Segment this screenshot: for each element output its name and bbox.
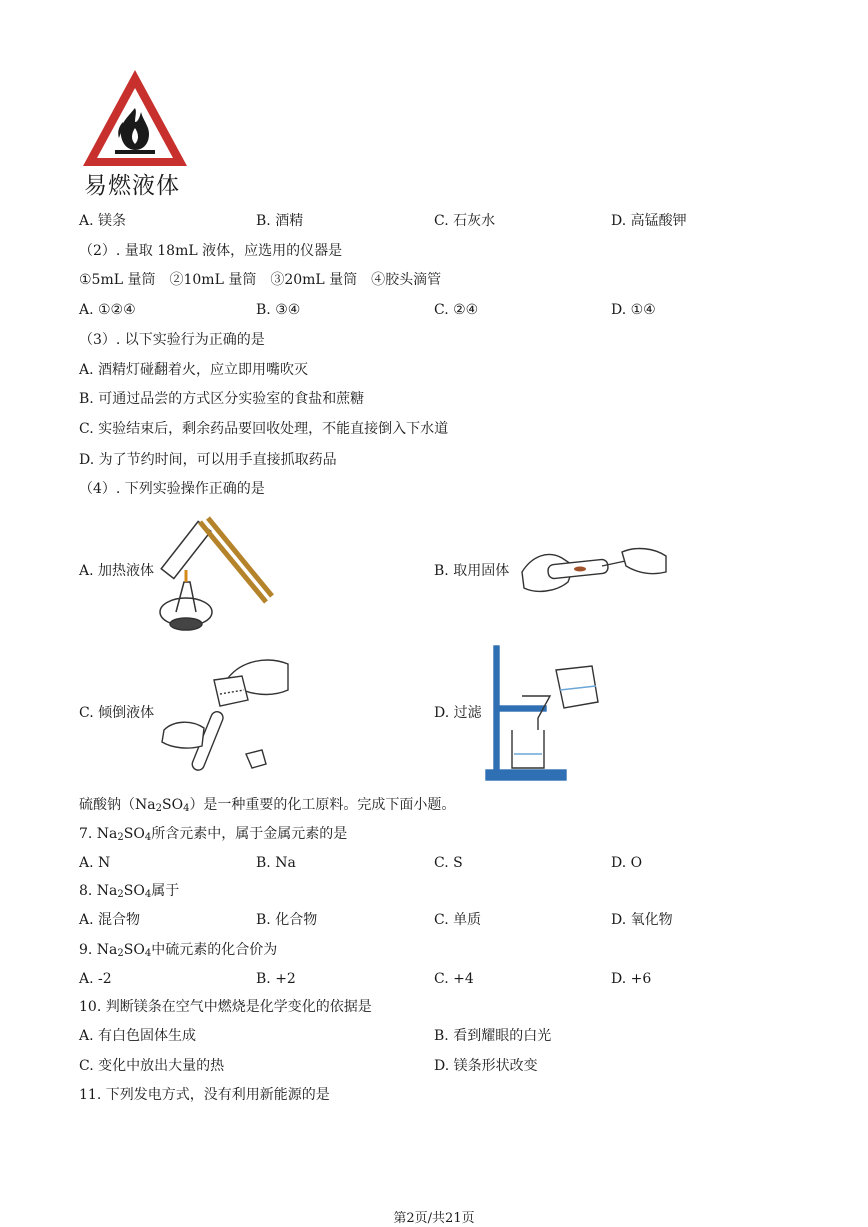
q9-stem	[79, 941, 277, 963]
q8-mid: SO	[123, 883, 145, 899]
q4-option-b: B. 取用固体	[434, 563, 510, 579]
q7-sub2: 4	[144, 832, 152, 843]
flammable-warning-sign	[79, 66, 191, 170]
q1-option-a: A. 镁条	[79, 213, 127, 229]
pouring-liquid-illustration	[158, 654, 292, 774]
q7-suffix: 所含元素中，属于金属元素的是	[151, 826, 348, 842]
q8-sub1: 2	[117, 889, 124, 900]
q4-option-a: A. 加热液体	[79, 563, 155, 579]
q8-suffix: 属于	[151, 883, 180, 899]
q8-option-d: D. 氧化物	[611, 912, 673, 928]
q10-stem: 10. 判断镁条在空气中燃烧是化学变化的依据是	[79, 999, 372, 1015]
q1-option-c: C. 石灰水	[434, 213, 496, 229]
q1-option-d: D. 高锰酸钾	[611, 213, 687, 229]
q7-option-d: D. O	[611, 855, 643, 871]
q3-stem: （3）. 以下实验行为正确的是	[79, 332, 265, 348]
q8-stem	[79, 882, 179, 904]
q2-option-d: D. ①④	[611, 302, 656, 318]
q9-sub1: 2	[117, 948, 124, 959]
q7-option-b: B. Na	[256, 855, 296, 871]
intro-mid: SO	[161, 797, 184, 813]
q7-sub1: 2	[117, 832, 124, 843]
intro-sub1: 2	[155, 803, 162, 814]
q2-items: ①5mL 量筒 ②10mL 量筒 ③20mL 量筒 ④胶头滴管	[79, 272, 442, 288]
page-number: 第2页/共21页	[393, 1211, 475, 1226]
filtration-illustration	[484, 642, 604, 784]
na2so4-intro	[79, 796, 455, 818]
q9-option-c: C. +4	[434, 971, 474, 987]
q11-stem: 11. 下列发电方式，没有利用新能源的是	[79, 1087, 330, 1103]
q7-prefix: 7. Na	[79, 826, 118, 842]
q7-option-a: A. N	[79, 855, 111, 871]
q10-option-b: B. 看到耀眼的白光	[434, 1028, 552, 1044]
q2-option-c: C. ②④	[434, 302, 479, 318]
q8-option-b: B. 化合物	[256, 912, 318, 928]
q3-option-b: B. 可通过品尝的方式区分实验室的食盐和蔗糖	[79, 391, 365, 407]
intro-sub2: 4	[183, 803, 190, 814]
q7-option-c: C. S	[434, 855, 463, 871]
q4-stem: （4）. 下列实验操作正确的是	[79, 481, 265, 497]
q2-option-b: B. ③④	[256, 302, 301, 318]
q9-option-d: D. +6	[611, 971, 652, 987]
q9-prefix: 9. Na	[79, 942, 118, 958]
heating-liquid-illustration	[156, 512, 276, 634]
q4-option-c: C. 倾倒液体	[79, 705, 155, 721]
q2-stem: （2）. 量取 18mL 液体，应选用的仪器是	[79, 243, 343, 259]
q8-option-c: C. 单质	[434, 912, 482, 928]
q10-option-c: C. 变化中放出大量的热	[79, 1058, 225, 1074]
q3-option-c: C. 实验结束后，剩余药品要回收处理，不能直接倒入下水道	[79, 421, 449, 437]
q10-option-a: A. 有白色固体生成	[79, 1028, 197, 1044]
q8-prefix: 8. Na	[79, 883, 118, 899]
taking-solid-illustration	[518, 542, 670, 600]
warning-label: 易燃液体	[84, 173, 180, 199]
q9-option-a: A. -2	[79, 971, 112, 987]
q8-sub2: 4	[144, 889, 152, 900]
q9-sub2: 4	[144, 948, 152, 959]
q9-mid: SO	[123, 942, 145, 958]
q3-option-a: A. 酒精灯碰翻着火，应立即用嘴吹灭	[79, 362, 309, 378]
q8-option-a: A. 混合物	[79, 912, 141, 928]
q2-option-a: A. ①②④	[79, 302, 136, 318]
q9-option-b: B. +2	[256, 971, 296, 987]
q3-option-d: D. 为了节约时间，可以用手直接抓取药品	[79, 452, 337, 468]
q1-option-b: B. 酒精	[256, 213, 304, 229]
q7-mid: SO	[123, 826, 145, 842]
intro-suffix: ）是一种重要的化工原料。完成下面小题。	[189, 797, 456, 813]
q9-suffix: 中硫元素的化合价为	[151, 942, 278, 958]
q4-option-d: D. 过滤	[434, 705, 482, 721]
intro-prefix: 硫酸钠（Na	[79, 797, 156, 813]
q10-option-d: D. 镁条形状改变	[434, 1058, 538, 1074]
q7-stem	[79, 825, 347, 847]
